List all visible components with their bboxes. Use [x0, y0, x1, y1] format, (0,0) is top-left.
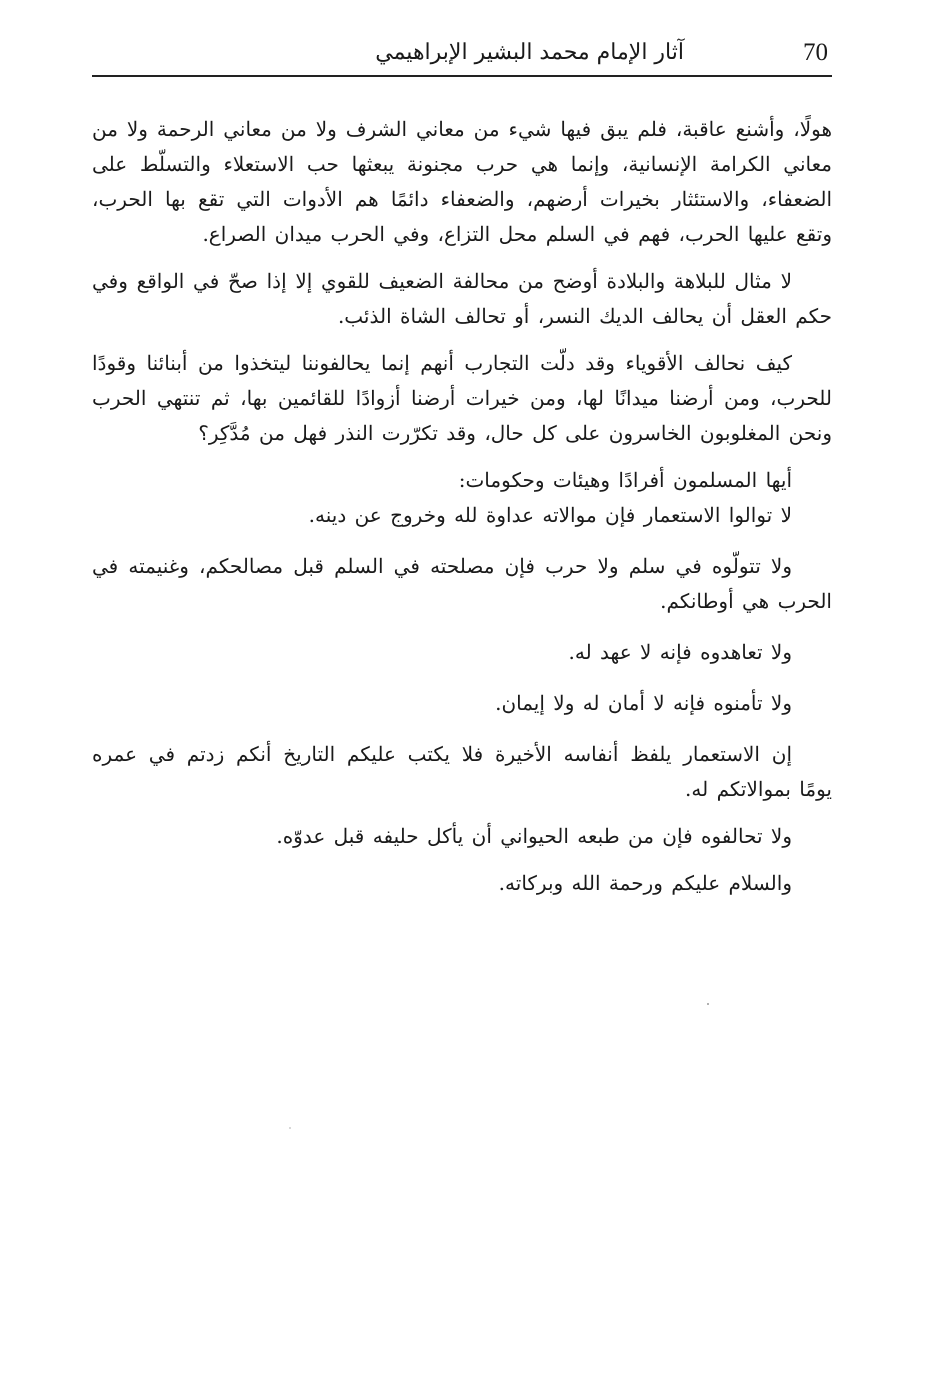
address-line: أيها المسلمون أفرادًا وهيئات وحكومات:	[458, 468, 792, 492]
paragraph: ولا تحالفوه فإن من طبعه الحيواني أن يأكل حليفه قبل عدوّه.	[276, 824, 792, 848]
paragraph: لا مثال للبلاهة والبلادة أوضح من محالفة الضعيف للقوي إلا إذا صحّ في الواقع وفي حكم العقل أن يحالف الديك النسر، أو تحالف الشاة الذئب.	[92, 269, 832, 328]
paragraph: ولا تأمنوه فإنه لا أمان له ولا إيمان.	[495, 691, 792, 715]
paragraph-continued: هولًا، وأشنع عاقبة، فلم يبق فيها شيء من معاني الشرف ولا من معاني الرحمة ولا من معاني الكرامة الإنسانية، وإنما هي حرب مجنونة يبعثها حب الاستعلاء والتسلّط على الضعفاء، والاستئثار بخيرات أرضهم، والضعفاء دائمًا هم الأدوات التي تقع بها الحرب، وتقع عليها الحرب، فهم في السلم محل التزاع، وفي الحرب ميدان الصراع.	[92, 117, 832, 246]
page-number: 70	[803, 39, 828, 66]
header-rule	[92, 75, 832, 77]
closing-salutation: والسلام عليكم ورحمة الله وبركاته.	[498, 871, 792, 895]
paragraph: ولا تعاهدوه فإنه لا عهد له.	[568, 640, 792, 664]
paragraph: إن الاستعمار يلفظ أنفاسه الأخيرة فلا يكتب عليكم التاريخ أنكم زدتم في عمره يومًا بموالاتكم له.	[92, 742, 832, 801]
paragraph: ولا تتولّوه في سلم ولا حرب فإن مصلحته في السلم قبل مصالحكم، وغنيمته في الحرب هي أوطانكم.	[92, 554, 832, 613]
paragraph: لا توالوا الاستعمار فإن موالاته عداوة لله وخروج عن دينه.	[308, 503, 792, 527]
paragraph: كيف نحالف الأقوياء وقد دلّت التجارب أنهم إنما يحالفوننا ليتخذوا من أبنائنا وقودًا للحرب، ومن أرضنا ميدانًا لها، ومن خيرات أرضنا أزوادًا للقائمين بها، ثم تنتهي الحرب ونحن المغلوبون الخاسرون على كل حال، وقد تكرّرت النذر فهل من مُدَّكِر؟	[92, 351, 832, 445]
scan-speck	[289, 1127, 291, 1129]
scan-speck	[707, 1003, 709, 1005]
page-header	[92, 30, 832, 76]
running-title: آثار الإمام محمد البشير الإبراهيمي	[375, 40, 684, 65]
page-body	[92, 112, 832, 901]
